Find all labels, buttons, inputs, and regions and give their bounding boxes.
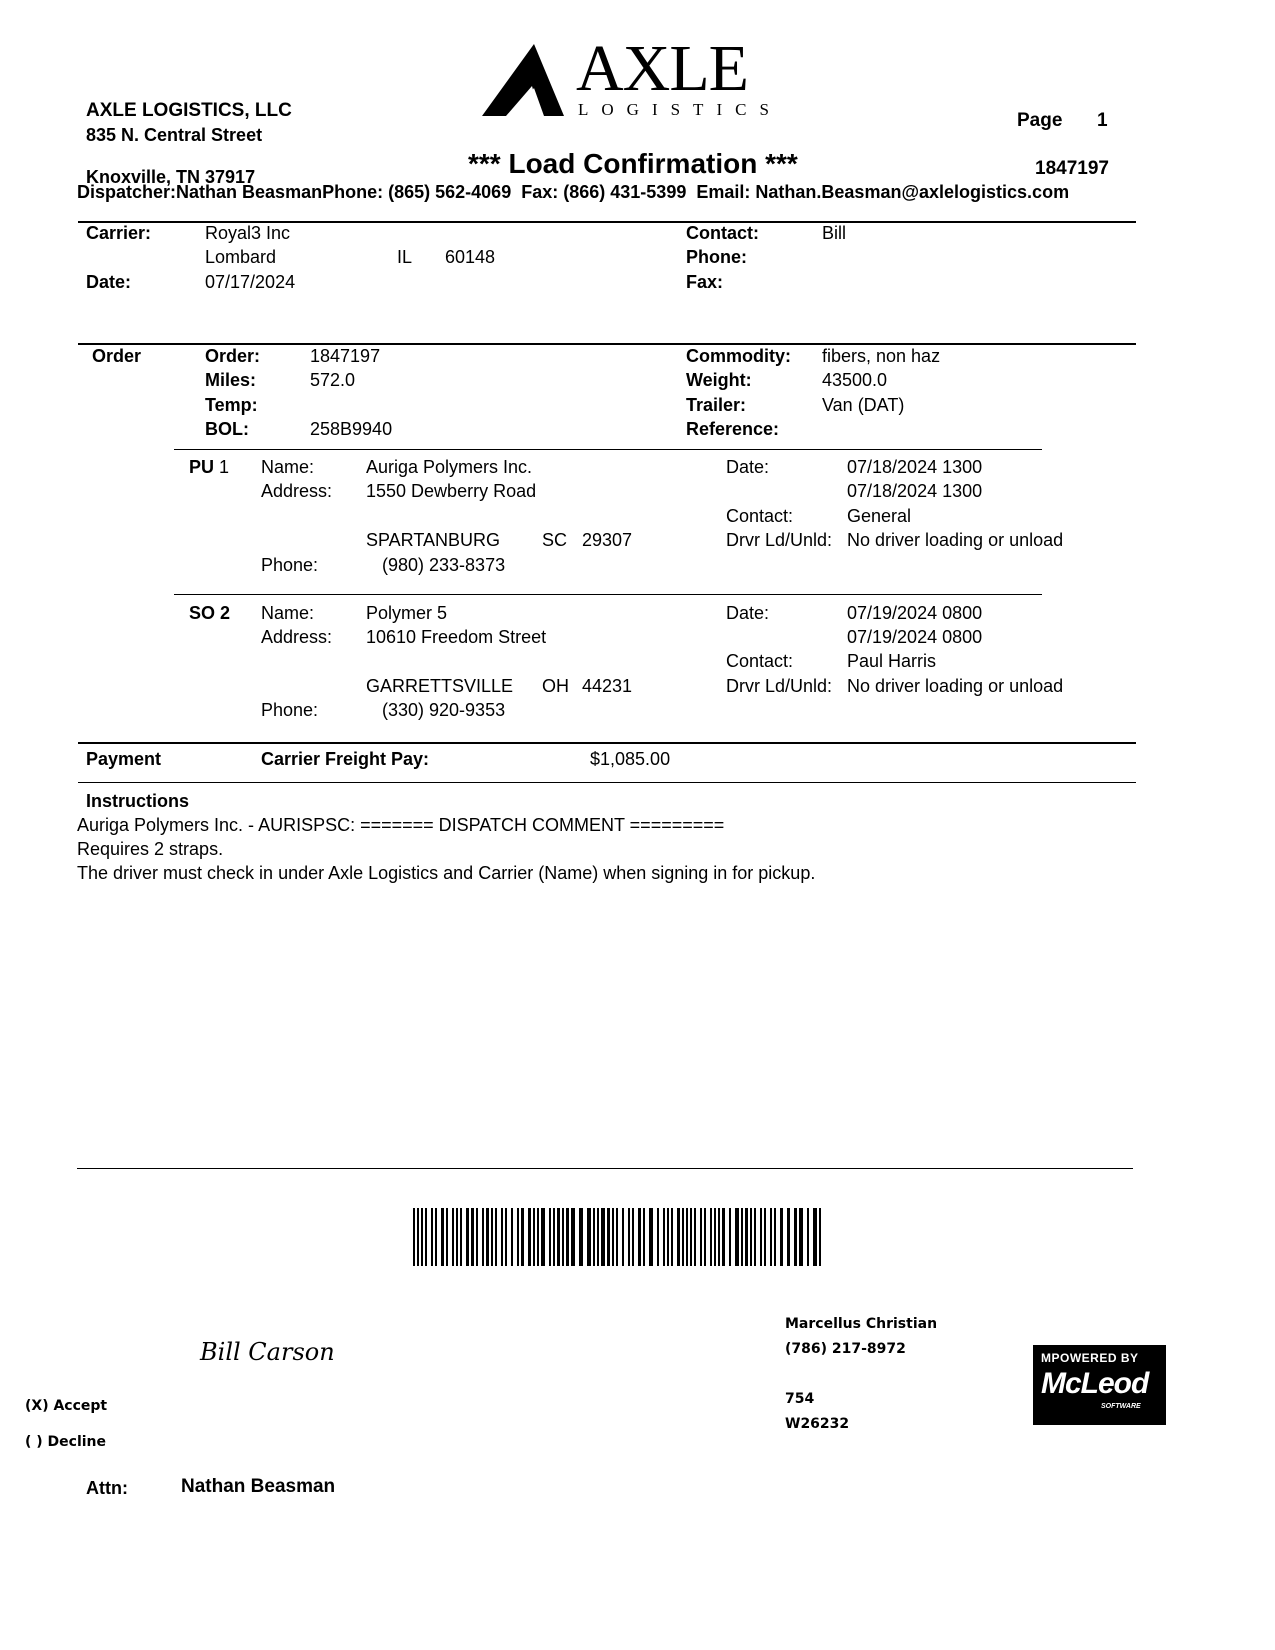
- carrier-name: Royal3 Inc: [205, 223, 291, 243]
- dispatcher-fax: (866) 431-5399: [563, 182, 687, 202]
- driver-phone: (786) 217-8972: [785, 1341, 906, 1357]
- divider: [78, 343, 1136, 345]
- stop-date-label: Date:: [726, 457, 770, 477]
- page-title: *** Load Confirmation ***: [468, 148, 798, 179]
- contact-label: Contact:: [686, 223, 759, 243]
- divider: [174, 449, 1042, 450]
- bol-label: BOL:: [205, 419, 249, 439]
- trailer-number: W26232: [785, 1416, 850, 1432]
- commodity-value: fibers, non haz: [822, 346, 941, 366]
- barcode-icon: [413, 1208, 825, 1266]
- instruction-line: Auriga Polymers Inc. - AURISPSC: ======= DISPATCH COMMENT =========: [77, 815, 725, 835]
- miles-label: Miles:: [205, 370, 257, 390]
- dispatcher-fax-label: Fax:: [521, 182, 559, 202]
- divider: [174, 594, 1042, 595]
- order-section-label: Order: [92, 346, 142, 366]
- truck-number: 754: [785, 1391, 815, 1407]
- temp-label: Temp:: [205, 395, 258, 415]
- divider: [78, 782, 1136, 783]
- stop-phone-label: Phone:: [261, 700, 319, 720]
- dispatcher-phone: (865) 562-4069: [388, 182, 512, 202]
- stop-code: SO 2: [189, 603, 231, 623]
- stop-drvr-label: Drvr Ld/Unld:: [726, 676, 833, 696]
- stop-city: SPARTANBURG: [366, 530, 501, 550]
- logo-word: AXLE: [576, 32, 748, 105]
- barcode: [413, 1208, 825, 1266]
- stop-date-2: 07/18/2024 1300: [847, 481, 983, 501]
- mcleod-badge: [1033, 1345, 1166, 1425]
- stop-name: Polymer 5: [366, 603, 448, 623]
- dispatcher-phone-label: Phone:: [322, 182, 384, 202]
- stop-contact: General: [847, 506, 912, 526]
- stop-state: SC: [542, 530, 568, 550]
- stop-address-label: Address:: [261, 481, 333, 501]
- stop-address-label: Address:: [261, 627, 333, 647]
- stop-zip: 29307: [582, 530, 633, 550]
- carrier-city: Lombard: [205, 247, 277, 267]
- stop-drvr-label: Drvr Ld/Unld:: [726, 530, 833, 550]
- stop-phone: (980) 233-8373: [382, 555, 506, 575]
- payment-section-label: Payment: [86, 749, 162, 769]
- freight-pay-label: Carrier Freight Pay:: [261, 749, 430, 769]
- order-number: 1847197: [310, 346, 381, 366]
- fax-label: Fax:: [686, 272, 724, 292]
- mcleod-brand: McLeod: [1041, 1367, 1149, 1400]
- stop-city: GARRETTSVILLE: [366, 676, 514, 696]
- stop-drvr: No driver loading or unload: [847, 530, 1064, 550]
- attn-name: Nathan Beasman: [181, 1476, 336, 1497]
- carrier-date: 07/17/2024: [205, 272, 296, 292]
- dispatcher-name: Nathan Beasman: [176, 182, 323, 202]
- stop-drvr: No driver loading or unload: [847, 676, 1064, 696]
- stop-contact: Paul Harris: [847, 651, 937, 671]
- attn-label: Attn:: [86, 1478, 128, 1498]
- phone-label: Phone:: [686, 247, 747, 267]
- instruction-line: Requires 2 straps.: [77, 839, 224, 859]
- reference-label: Reference:: [686, 419, 780, 439]
- stop-name-label: Name:: [261, 603, 315, 623]
- page-number: 1: [1097, 110, 1108, 131]
- weight-value: 43500.0: [822, 370, 888, 390]
- dispatcher-email-label: Email:: [696, 182, 751, 202]
- company-name: AXLE LOGISTICS, LLC: [86, 100, 292, 121]
- stop-date-2: 07/19/2024 0800: [847, 627, 983, 647]
- carrier-label: Carrier:: [86, 223, 152, 243]
- stop-code: PU 1: [189, 457, 230, 477]
- weight-label: Weight:: [686, 370, 752, 390]
- trailer-value: Van (DAT): [822, 395, 905, 415]
- dispatcher-line: [77, 182, 1069, 203]
- stop-address: 1550 Dewberry Road: [366, 481, 537, 501]
- driver-name: Marcellus Christian: [785, 1316, 938, 1332]
- signature-name: Bill Carson: [200, 1338, 335, 1366]
- date-label: Date:: [86, 272, 132, 292]
- dispatcher-label: Dispatcher:: [77, 182, 177, 202]
- stop-date-1: 07/18/2024 1300: [847, 457, 983, 477]
- company-city: Knoxville, TN 37917: [86, 167, 256, 187]
- company-street: 835 N. Central Street: [86, 125, 263, 145]
- stop-address: 10610 Freedom Street: [366, 627, 547, 647]
- stop-contact-label: Contact:: [726, 506, 794, 526]
- decline-option[interactable]: ( ) Decline: [25, 1434, 107, 1450]
- bol-value: 258B9940: [310, 419, 393, 439]
- order-label: Order:: [205, 346, 261, 366]
- mcleod-top: MPOWERED BY: [1041, 1351, 1139, 1365]
- instructions-heading: Instructions: [86, 791, 190, 811]
- divider: [77, 1168, 1133, 1169]
- commodity-label: Commodity:: [686, 346, 791, 366]
- stop-date-1: 07/19/2024 0800: [847, 603, 983, 623]
- mcleod-sub: SOFTWARE: [1101, 1403, 1141, 1410]
- freight-pay-amount: $1,085.00: [590, 749, 671, 769]
- doc-number: 1847197: [1035, 158, 1109, 179]
- stop-date-label: Date:: [726, 603, 770, 623]
- carrier-zip: 60148: [445, 247, 496, 267]
- stop-phone-label: Phone:: [261, 555, 319, 575]
- stop-zip: 44231: [582, 676, 633, 696]
- logo-sub: LOGISTICS: [578, 100, 782, 119]
- stop-contact-label: Contact:: [726, 651, 794, 671]
- trailer-label: Trailer:: [686, 395, 747, 415]
- axle-logo: [482, 32, 782, 122]
- stop-name: Auriga Polymers Inc.: [366, 457, 533, 477]
- dispatcher-email: Nathan.Beasman@axlelogistics.com: [755, 182, 1070, 202]
- accept-option[interactable]: (X) Accept: [25, 1398, 108, 1414]
- carrier-contact: Bill: [822, 223, 847, 243]
- instruction-line: The driver must check in under Axle Logistics and Carrier (Name) when signing in for pickup.: [77, 863, 816, 883]
- carrier-state: IL: [397, 247, 413, 267]
- stop-state: OH: [542, 676, 569, 696]
- miles-value: 572.0: [310, 370, 356, 390]
- stop-phone: (330) 920-9353: [382, 700, 506, 720]
- divider: [78, 742, 1136, 744]
- page-label: Page: [1017, 110, 1063, 131]
- stop-name-label: Name:: [261, 457, 315, 477]
